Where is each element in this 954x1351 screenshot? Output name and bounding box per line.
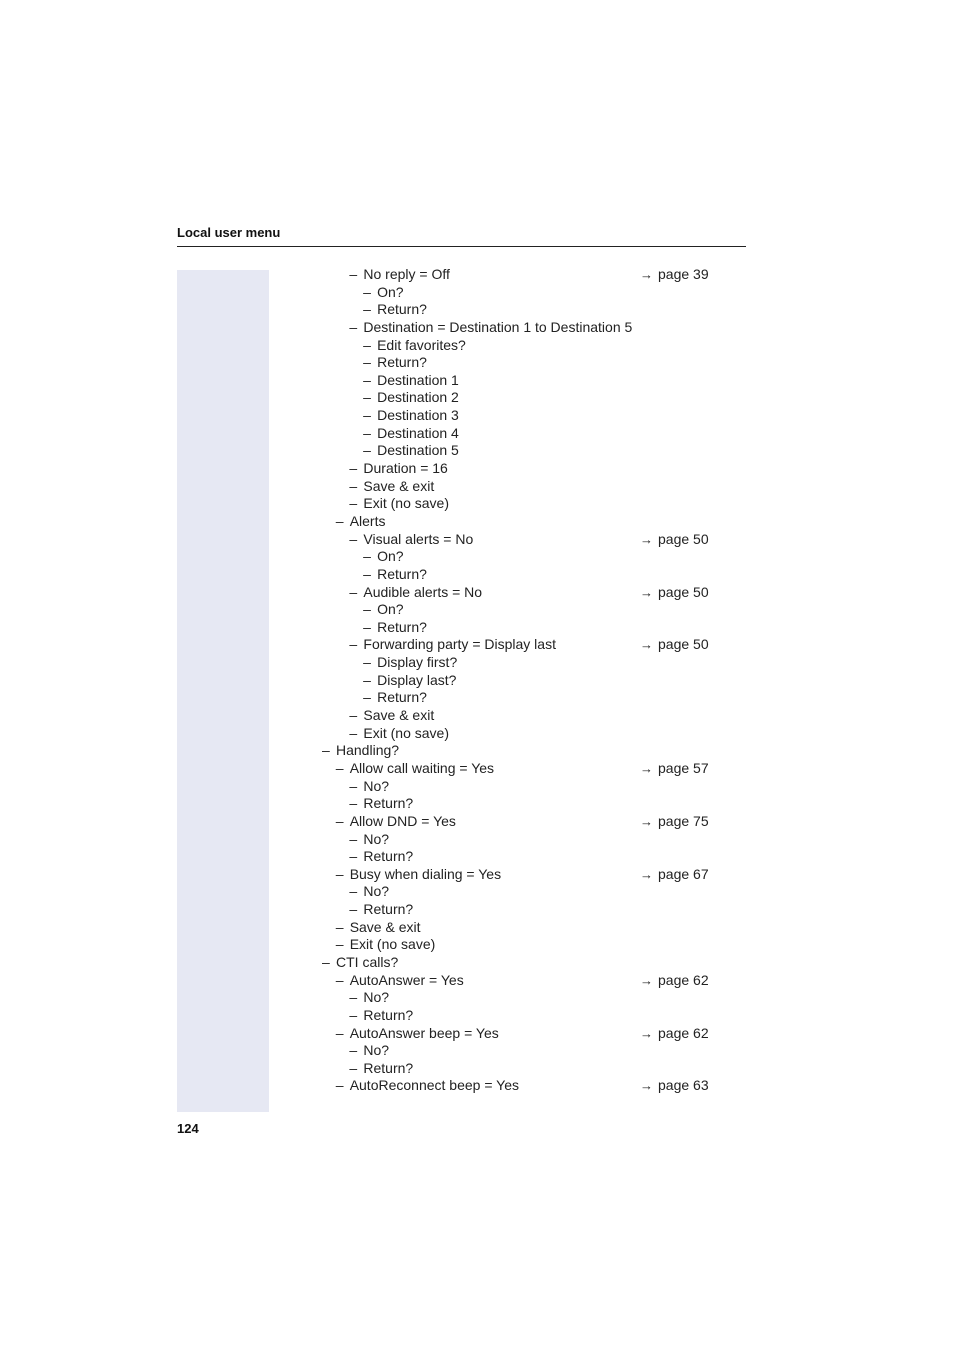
arrow-right-icon: → — [640, 1025, 653, 1041]
page-reference-label: page 50 — [658, 530, 709, 547]
menu-item-entry — [322, 742, 399, 760]
menu-item-label: Destination 3 — [377, 407, 459, 424]
menu-item-entry — [363, 425, 459, 443]
page-reference — [640, 760, 709, 778]
menu-item-label: Return? — [363, 1006, 414, 1023]
dash-bullet: – — [335, 512, 344, 529]
menu-item-entry — [363, 337, 466, 355]
dash-bullet: – — [349, 724, 358, 741]
dash-bullet: – — [363, 301, 371, 318]
menu-item — [0, 813, 954, 831]
menu-item-label: Return? — [363, 901, 414, 918]
menu-item-entry — [336, 1025, 499, 1043]
menu-item-label: No? — [363, 777, 390, 794]
menu-item — [0, 707, 954, 725]
page-reference-label: page 62 — [658, 971, 709, 988]
menu-item — [0, 848, 954, 866]
menu-item-entry — [336, 1077, 519, 1095]
dash-bullet: – — [363, 654, 371, 671]
dash-bullet: – — [349, 777, 358, 794]
menu-item — [0, 584, 954, 602]
arrow-right-icon: → — [640, 760, 653, 776]
menu-item-label: Destination 1 — [377, 371, 459, 388]
menu-item-entry — [336, 919, 421, 937]
menu-item-entry — [363, 654, 457, 672]
menu-item — [0, 972, 954, 990]
menu-item-label: Exit (no save) — [363, 724, 449, 741]
menu-item — [0, 1025, 954, 1043]
menu-item-label: On? — [377, 601, 404, 618]
dash-bullet: – — [363, 283, 371, 300]
menu-item-label: Destination = Destination 1 to Destination 5 — [363, 318, 633, 335]
menu-item-entry — [336, 513, 386, 531]
dash-bullet: – — [335, 1024, 344, 1041]
menu-item — [0, 1007, 954, 1025]
menu-item-entry — [336, 936, 436, 954]
menu-item — [0, 654, 954, 672]
menu-item — [0, 1042, 954, 1060]
menu-item — [0, 460, 954, 478]
menu-item-label: On? — [377, 283, 404, 300]
menu-item-label: On? — [377, 548, 404, 565]
menu-item-entry — [336, 972, 464, 990]
menu-item-label: AutoAnswer beep = Yes — [349, 1024, 499, 1041]
menu-item — [0, 742, 954, 760]
menu-item-label: Save & exit — [349, 918, 421, 935]
dash-bullet: – — [322, 742, 330, 759]
dash-bullet: – — [335, 936, 344, 953]
menu-item-label: Return? — [377, 354, 427, 371]
page-reference-label: page 39 — [658, 266, 709, 282]
dash-bullet: – — [363, 601, 371, 618]
menu-item-label: Allow DND = Yes — [349, 812, 456, 829]
menu-item-label: Return? — [363, 795, 414, 812]
arrow-right-icon: → — [640, 1078, 653, 1094]
page-reference — [640, 1025, 709, 1043]
dash-bullet: – — [335, 971, 344, 988]
dash-bullet: – — [349, 1059, 358, 1076]
dash-bullet: – — [335, 759, 344, 776]
page-reference-label: page 50 — [658, 583, 709, 600]
menu-item-label: Exit (no save) — [349, 936, 436, 953]
menu-item-entry — [322, 954, 398, 972]
arrow-right-icon: → — [640, 584, 653, 600]
page-reference-label: page 75 — [658, 812, 709, 829]
dash-bullet: – — [349, 477, 358, 494]
menu-item-label: Return? — [377, 618, 427, 635]
menu-item — [0, 566, 954, 584]
menu-tree — [0, 266, 954, 1095]
menu-item — [0, 301, 954, 319]
dash-bullet: – — [349, 1006, 358, 1023]
menu-item-label: Return? — [377, 565, 427, 582]
menu-item — [0, 636, 954, 654]
dash-bullet: – — [363, 618, 371, 635]
menu-item — [0, 672, 954, 690]
menu-item-entry — [349, 495, 449, 513]
dash-bullet: – — [363, 565, 371, 582]
running-header-title: Local user menu — [177, 225, 281, 240]
dash-bullet: – — [363, 548, 371, 565]
menu-item-label: Return? — [377, 689, 427, 706]
menu-item-entry — [349, 266, 450, 284]
menu-item — [0, 495, 954, 513]
menu-item — [0, 442, 954, 460]
page-reference — [640, 266, 709, 284]
menu-item-label: No? — [363, 1042, 390, 1059]
dash-bullet: – — [363, 371, 371, 388]
menu-item-label: No? — [363, 989, 390, 1006]
menu-item-label: Forwarding party = Display last — [363, 636, 556, 653]
menu-item-entry — [336, 760, 494, 778]
page-reference — [640, 531, 709, 549]
menu-item-label: Alerts — [349, 512, 386, 529]
menu-item-label: Handling? — [336, 742, 400, 759]
dash-bullet: – — [349, 636, 358, 653]
menu-item-label: Display last? — [377, 671, 457, 688]
menu-item — [0, 725, 954, 743]
menu-item-entry — [349, 883, 389, 901]
menu-item — [0, 319, 954, 337]
dash-bullet: – — [363, 389, 371, 406]
menu-item — [0, 337, 954, 355]
menu-item-entry — [349, 636, 556, 654]
dash-bullet: – — [349, 848, 358, 865]
dash-bullet: – — [349, 795, 358, 812]
menu-item — [0, 883, 954, 901]
menu-item-label: Destination 2 — [377, 389, 459, 406]
dash-bullet: – — [335, 812, 344, 829]
page-reference — [640, 1077, 709, 1095]
menu-item-entry — [349, 1042, 389, 1060]
menu-item-entry — [349, 460, 447, 478]
dash-bullet: – — [363, 407, 371, 424]
menu-item — [0, 425, 954, 443]
page-reference-label: page 57 — [658, 759, 709, 776]
page-reference-label: page 62 — [658, 1024, 709, 1041]
menu-item-label: Return? — [363, 1059, 414, 1076]
arrow-right-icon: → — [640, 866, 653, 882]
menu-item-entry — [349, 319, 632, 337]
menu-item-label: No? — [363, 883, 390, 900]
page-reference-label: page 67 — [658, 865, 709, 882]
arrow-right-icon: → — [640, 972, 653, 988]
dash-bullet: – — [335, 1077, 344, 1094]
menu-item-label: AutoAnswer = Yes — [349, 971, 464, 988]
menu-item — [0, 513, 954, 531]
menu-item-entry — [363, 566, 427, 584]
menu-item — [0, 601, 954, 619]
page-reference — [640, 972, 709, 990]
menu-item-label: Edit favorites? — [377, 336, 466, 353]
menu-item — [0, 795, 954, 813]
page-reference — [640, 866, 709, 884]
menu-item-entry — [349, 901, 413, 919]
arrow-right-icon: → — [640, 267, 653, 282]
menu-item — [0, 389, 954, 407]
menu-item-entry — [363, 548, 403, 566]
dash-bullet: – — [349, 901, 358, 918]
dash-bullet: – — [349, 830, 358, 847]
page-number: 124 — [177, 1121, 199, 1136]
menu-item-label: Audible alerts = No — [363, 583, 483, 600]
menu-item-entry — [349, 531, 473, 549]
menu-item-label: No? — [363, 830, 390, 847]
menu-item — [0, 831, 954, 849]
menu-item-label: Visual alerts = No — [363, 530, 474, 547]
arrow-right-icon: → — [640, 813, 653, 829]
dash-bullet: – — [349, 530, 358, 547]
page-reference-label: page 50 — [658, 636, 709, 653]
dash-bullet: – — [349, 266, 358, 282]
arrow-right-icon: → — [640, 637, 653, 653]
menu-item-entry — [363, 689, 427, 707]
menu-item-entry — [349, 778, 389, 796]
menu-item-label: CTI calls? — [336, 953, 399, 970]
menu-item-entry — [363, 389, 459, 407]
menu-item-entry — [349, 478, 434, 496]
menu-item — [0, 919, 954, 937]
page-reference-label: page 63 — [658, 1077, 709, 1094]
menu-item — [0, 354, 954, 372]
menu-item — [0, 760, 954, 778]
dash-bullet: – — [363, 336, 371, 353]
menu-item-label: Save & exit — [363, 707, 435, 724]
dash-bullet: – — [349, 318, 358, 335]
menu-item-entry — [363, 601, 403, 619]
menu-item-label: Busy when dialing = Yes — [349, 865, 502, 882]
menu-item-entry — [363, 372, 459, 390]
menu-item-entry — [363, 407, 459, 425]
menu-item-entry — [363, 442, 459, 460]
dash-bullet: – — [363, 354, 371, 371]
menu-item-entry — [349, 584, 482, 602]
menu-item-label: Save & exit — [363, 477, 435, 494]
menu-item — [0, 954, 954, 972]
dash-bullet: – — [335, 865, 344, 882]
dash-bullet: – — [349, 707, 358, 724]
menu-item-entry — [349, 831, 389, 849]
menu-item — [0, 531, 954, 549]
menu-item — [0, 478, 954, 496]
dash-bullet: – — [363, 671, 371, 688]
menu-item — [0, 989, 954, 1007]
page-reference — [640, 813, 709, 831]
menu-item-entry — [336, 813, 456, 831]
menu-item — [0, 689, 954, 707]
menu-item — [0, 284, 954, 302]
menu-item — [0, 266, 954, 284]
dash-bullet: – — [363, 442, 371, 459]
menu-item — [0, 936, 954, 954]
menu-item-label: Destination 4 — [377, 424, 459, 441]
dash-bullet: – — [335, 918, 344, 935]
menu-item-entry — [363, 672, 456, 690]
arrow-right-icon: → — [640, 531, 653, 547]
menu-item — [0, 778, 954, 796]
menu-item-entry — [363, 619, 427, 637]
menu-item — [0, 619, 954, 637]
menu-item-label: Return? — [363, 848, 414, 865]
menu-item-label: Return? — [377, 301, 427, 318]
dash-bullet: – — [349, 460, 358, 477]
menu-item — [0, 1077, 954, 1095]
dash-bullet: – — [349, 1042, 358, 1059]
menu-item-label: Duration = 16 — [363, 460, 448, 477]
menu-item-entry — [363, 354, 427, 372]
page-reference — [640, 584, 709, 602]
menu-item — [0, 372, 954, 390]
menu-item-entry — [363, 284, 403, 302]
menu-item-entry — [349, 707, 434, 725]
menu-item — [0, 548, 954, 566]
menu-item-entry — [349, 1060, 413, 1078]
dash-bullet: – — [322, 953, 330, 970]
dash-bullet: – — [349, 989, 358, 1006]
dash-bullet: – — [349, 583, 358, 600]
menu-item — [0, 901, 954, 919]
menu-item-label: Destination 5 — [377, 442, 459, 459]
menu-item-label: No reply = Off — [363, 266, 450, 282]
dash-bullet: – — [363, 424, 371, 441]
menu-item — [0, 866, 954, 884]
menu-item-entry — [349, 1007, 413, 1025]
menu-item-label: Exit (no save) — [363, 495, 449, 512]
menu-item-label: Allow call waiting = Yes — [349, 759, 495, 776]
menu-item — [0, 407, 954, 425]
menu-item-entry — [349, 989, 389, 1007]
menu-item-label: AutoReconnect beep = Yes — [349, 1077, 519, 1094]
dash-bullet: – — [349, 495, 358, 512]
menu-item-entry — [363, 301, 427, 319]
header-divider — [177, 246, 746, 247]
menu-item — [0, 1060, 954, 1078]
menu-item-entry — [349, 795, 413, 813]
menu-item-entry — [349, 725, 449, 743]
dash-bullet: – — [349, 883, 358, 900]
page-reference — [640, 636, 709, 654]
menu-item-entry — [349, 848, 413, 866]
dash-bullet: – — [363, 689, 371, 706]
menu-item-entry — [336, 866, 501, 884]
menu-item-label: Display first? — [377, 654, 458, 671]
